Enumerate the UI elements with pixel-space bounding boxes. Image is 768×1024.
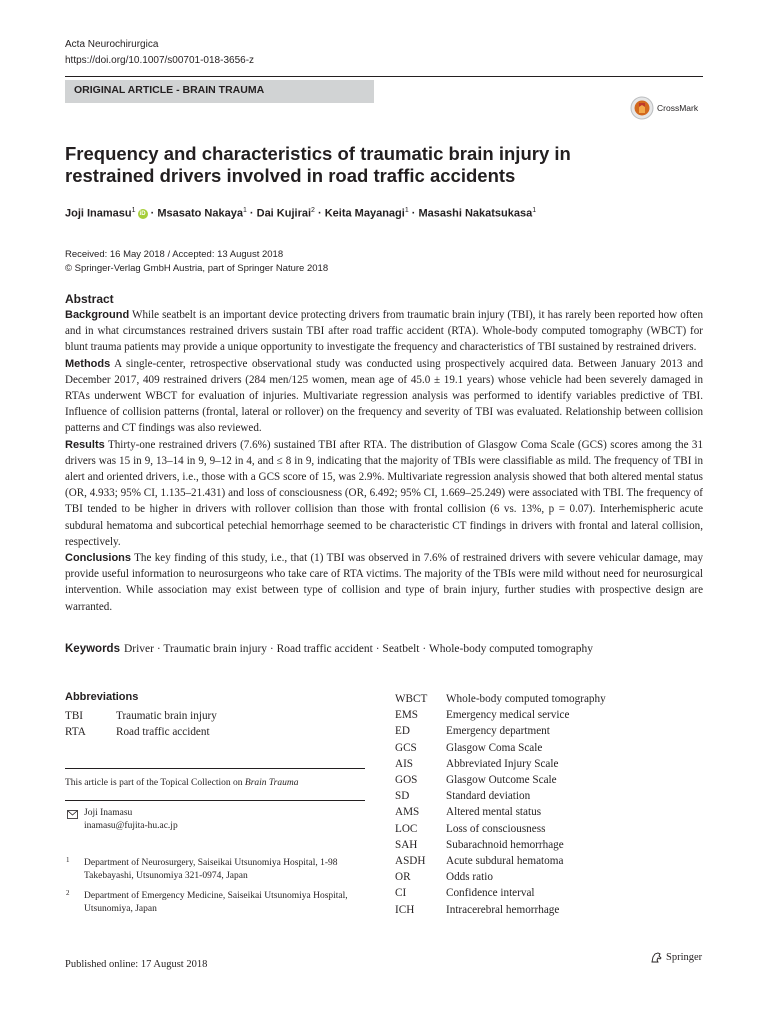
- abbreviation-definition: Altered mental status: [446, 806, 542, 819]
- background-text: While seatbelt is an important device protecting drivers from traumatic brain injury (TBI), it has rarely been reported how often and in what circumstances restrained drivers sustain TBI after road traffic accident (RTA). Whole-body computed tomography (WBCT) for blunt trauma patients may provide a unique opportunity to investigate the frequency and characteristics of TBI sustained by restrained drivers.: [65, 309, 703, 354]
- abbreviation-term: EMS: [395, 709, 419, 722]
- crossmark-label: CrossMark: [657, 103, 699, 113]
- abbreviations-heading: Abbreviations: [65, 691, 139, 703]
- received-accepted-dates: Received: 16 May 2018 / Accepted: 13 August 2018: [65, 249, 284, 260]
- abstract-section: [65, 291, 703, 615]
- abbreviation-row: [65, 708, 217, 724]
- abbreviation-row: [395, 691, 606, 707]
- abbreviation-row: [65, 724, 217, 740]
- abbreviation-definition: Acute subdural hematoma: [446, 855, 564, 868]
- abbreviation-term: TBI: [65, 710, 84, 722]
- abbreviation-term: LOC: [395, 822, 418, 835]
- author-affiliation-sup: 1: [242, 207, 247, 214]
- publisher-name: Springer: [666, 952, 703, 963]
- abbreviation-term: OR: [395, 871, 411, 884]
- abbreviation-term: AIS: [395, 757, 414, 770]
- methods-text: A single-center, retrospective observational study was conducted using prospectively acquired data. Between January 2013 and December 2017, 409 restrained drivers (284 men/125 women, mean age of 45.0 ± 19.1 years) whose vehicle had been severely damaged in RTAs underwent WBCT for evaluation of injuries. Multivariate regression analysis was performed to identify variables predictive of TBI. Influence of collision patterns (frontal, lateral or rollover) on the frequency and severity of TBI was evaluated. Relationship between collision patterns and CT findings was also reviewed.: [65, 357, 703, 435]
- abstract-conclusions: [65, 550, 703, 615]
- abbreviation-definition: Glasgow Coma Scale: [446, 741, 543, 754]
- abbreviation-definition: Loss of consciousness: [446, 822, 546, 835]
- journal-name: Acta Neurochirurgica: [65, 39, 159, 50]
- orcid-icon[interactable]: iD: [139, 210, 146, 217]
- abbreviation-row: [395, 885, 606, 901]
- corresponding-author-name: Joji Inamasu: [84, 808, 133, 818]
- author-separator: ·: [147, 207, 158, 220]
- abbreviation-term: RTA: [65, 726, 86, 739]
- author-separator: ·: [314, 207, 325, 220]
- results-text: Thirty-one restrained drivers (7.6%) sustained TBI after RTA. The distribution of Glasgow Coma Scale (GCS) scores among the 31 drivers was 15 in 9, 13–14 in 9, 9–12 in 4, and ≤ 8 in 9, indicating that the majority of TBIs were classifiable as mild. The frequency of TBI in alert and oriented drivers, i.e., those with a GCS score of 15, was 2.9%. Multivariate regression analysis showed that both altered mental status (OR, 4.933; 95% CI, 1.135–21.431) and loss of consciousness (OR, 6.492; 95% CI, 1.669–25.249) were associated with TBI. The frequency of TBI tended to be higher in drivers with rollover collision than those with frontal collision (6 vs. 13%, p = 0.07). Interhemispheric acute subdural hematoma and subcortical petechial hemorrhage seemed to be characteristic CT findings in drivers with frontal and lateral collision, respectively.: [65, 438, 703, 548]
- abbreviation-definition: Whole-body computed tomography: [446, 693, 606, 705]
- published-online-date: Published online: 17 August 2018: [65, 959, 208, 970]
- abbreviation-term: GCS: [395, 741, 417, 754]
- abbreviation-row: [395, 869, 606, 885]
- abbreviation-term: GOS: [395, 774, 418, 787]
- abbreviation-term: SAH: [395, 838, 418, 851]
- author-name[interactable]: Msasato Nakaya: [157, 207, 243, 220]
- springer-logo[interactable]: [650, 951, 702, 964]
- abbreviation-definition: Glasgow Outcome Scale: [446, 774, 557, 787]
- abbreviation-definition: Odds ratio: [446, 871, 493, 884]
- article-title: Frequency and characteristics of traumatic brain injury in restrained drivers involved in road traffic accidents: [65, 143, 571, 186]
- author-affiliation-sup: 1: [131, 207, 136, 214]
- methods-label: Methods: [65, 357, 111, 370]
- author-separator: ·: [408, 207, 419, 220]
- author-separator: ·: [246, 207, 257, 220]
- topical-collection-link[interactable]: Brain Trauma: [244, 778, 299, 788]
- correspondence-divider: [65, 800, 365, 801]
- abbreviation-row: [395, 804, 606, 820]
- author-affiliation-sup: 2: [311, 207, 315, 214]
- results-label: Results: [65, 438, 105, 451]
- abbreviation-row: [395, 837, 606, 853]
- affiliation-number: 1: [66, 856, 70, 864]
- corresponding-author-email[interactable]: inamasu@fujita-hu.ac.jp: [84, 821, 178, 831]
- abbreviation-row: [395, 902, 606, 918]
- topical-collection-prefix: This article is part of the Topical Collection on: [65, 778, 245, 788]
- topical-collection-note: [65, 778, 298, 788]
- abstract-heading: Abstract: [65, 292, 114, 306]
- abbreviation-term: CI: [395, 887, 407, 900]
- affiliation-2: Department of Emergency Medicine, Saiseikai Utsunomiya Hospital, Utsunomiya, Japan: [84, 891, 348, 914]
- abstract-results: [65, 437, 703, 550]
- abbreviation-term: WBCT: [395, 693, 428, 705]
- article-type-banner: ORIGINAL ARTICLE - BRAIN TRAUMA: [65, 80, 374, 103]
- abbreviation-row: [395, 772, 606, 788]
- abbreviations-right-list: [395, 691, 606, 918]
- abbreviation-definition: Road traffic accident: [116, 726, 210, 739]
- abbreviation-definition: Intracerebral hemorrhage: [446, 903, 560, 916]
- author-affiliation-sup: 1: [532, 207, 537, 214]
- author-name[interactable]: Keita Mayanagi: [324, 207, 405, 220]
- abbreviation-definition: Confidence interval: [446, 887, 535, 900]
- abbreviation-definition: Traumatic brain injury: [116, 710, 217, 722]
- abbreviation-row: [395, 788, 606, 804]
- abbreviation-term: AMS: [395, 806, 420, 819]
- abbreviation-term: ASDH: [395, 855, 426, 868]
- affiliation-1: Department of Neurosurgery, Saiseikai Utsunomiya Hospital, 1-98 Takebayashi, Utsunomiya 321-0974, Japan: [84, 858, 338, 881]
- springer-horse-icon: [650, 951, 663, 964]
- footnote-divider: [65, 768, 365, 769]
- abbreviation-term: SD: [395, 790, 410, 803]
- envelope-icon: [67, 810, 78, 822]
- abbreviation-row: [395, 821, 606, 837]
- crossmark-badge[interactable]: [630, 95, 698, 121]
- doi-link[interactable]: https://doi.org/10.1007/s00701-018-3656-z: [65, 55, 255, 66]
- abbreviation-row: [395, 723, 606, 739]
- abbreviation-row: [395, 707, 606, 723]
- abstract-background: [65, 307, 703, 356]
- abbreviation-definition: Abbreviated Injury Scale: [446, 757, 559, 770]
- author-list: [65, 207, 536, 220]
- crossmark-icon: [630, 96, 654, 120]
- author-affiliation-sup: 1: [404, 207, 409, 214]
- keywords-label: Keywords: [65, 643, 120, 655]
- keywords-text: Driver · Traumatic brain injury · Road traffic accident · Seatbelt · Whole-body computed tomography: [123, 643, 593, 655]
- abbreviation-term: ICH: [395, 903, 415, 916]
- abbreviation-row: [395, 740, 606, 756]
- copyright-notice: © Springer-Verlag GmbH Austria, part of Springer Nature 2018: [65, 263, 329, 274]
- abbreviation-definition: Emergency medical service: [446, 709, 570, 722]
- author-name[interactable]: Masashi Nakatsukasa: [418, 207, 533, 220]
- author-name[interactable]: Dai Kujirai: [256, 207, 312, 220]
- abbreviation-row: [395, 756, 606, 772]
- keywords-line: [65, 643, 705, 655]
- abbreviation-definition: Standard deviation: [446, 790, 531, 803]
- abbreviation-definition: Subarachnoid hemorrhage: [446, 838, 564, 851]
- conclusions-text: The key finding of this study, i.e., that (1) TBI was observed in 7.6% of restrained drivers with severe vehicular damage, may provide useful information to neurosurgeons who take care of RTA victims. The majority of the TBIs were mild without need for neurosurgical intervention. While association may exist between type of collision and type of brain injury, further studies with prospective design are warranted.: [65, 552, 703, 613]
- affiliation-number: 2: [66, 889, 70, 897]
- header-divider: [65, 76, 703, 77]
- background-label: Background: [65, 309, 130, 321]
- author-name[interactable]: Joji Inamasu: [65, 207, 132, 220]
- abstract-methods: [65, 356, 703, 437]
- conclusions-label: Conclusions: [65, 552, 132, 565]
- abbreviation-row: [395, 853, 606, 869]
- abbreviation-definition: Emergency department: [446, 725, 550, 738]
- abbreviations-left-list: [65, 708, 217, 740]
- abbreviation-term: ED: [395, 725, 410, 738]
